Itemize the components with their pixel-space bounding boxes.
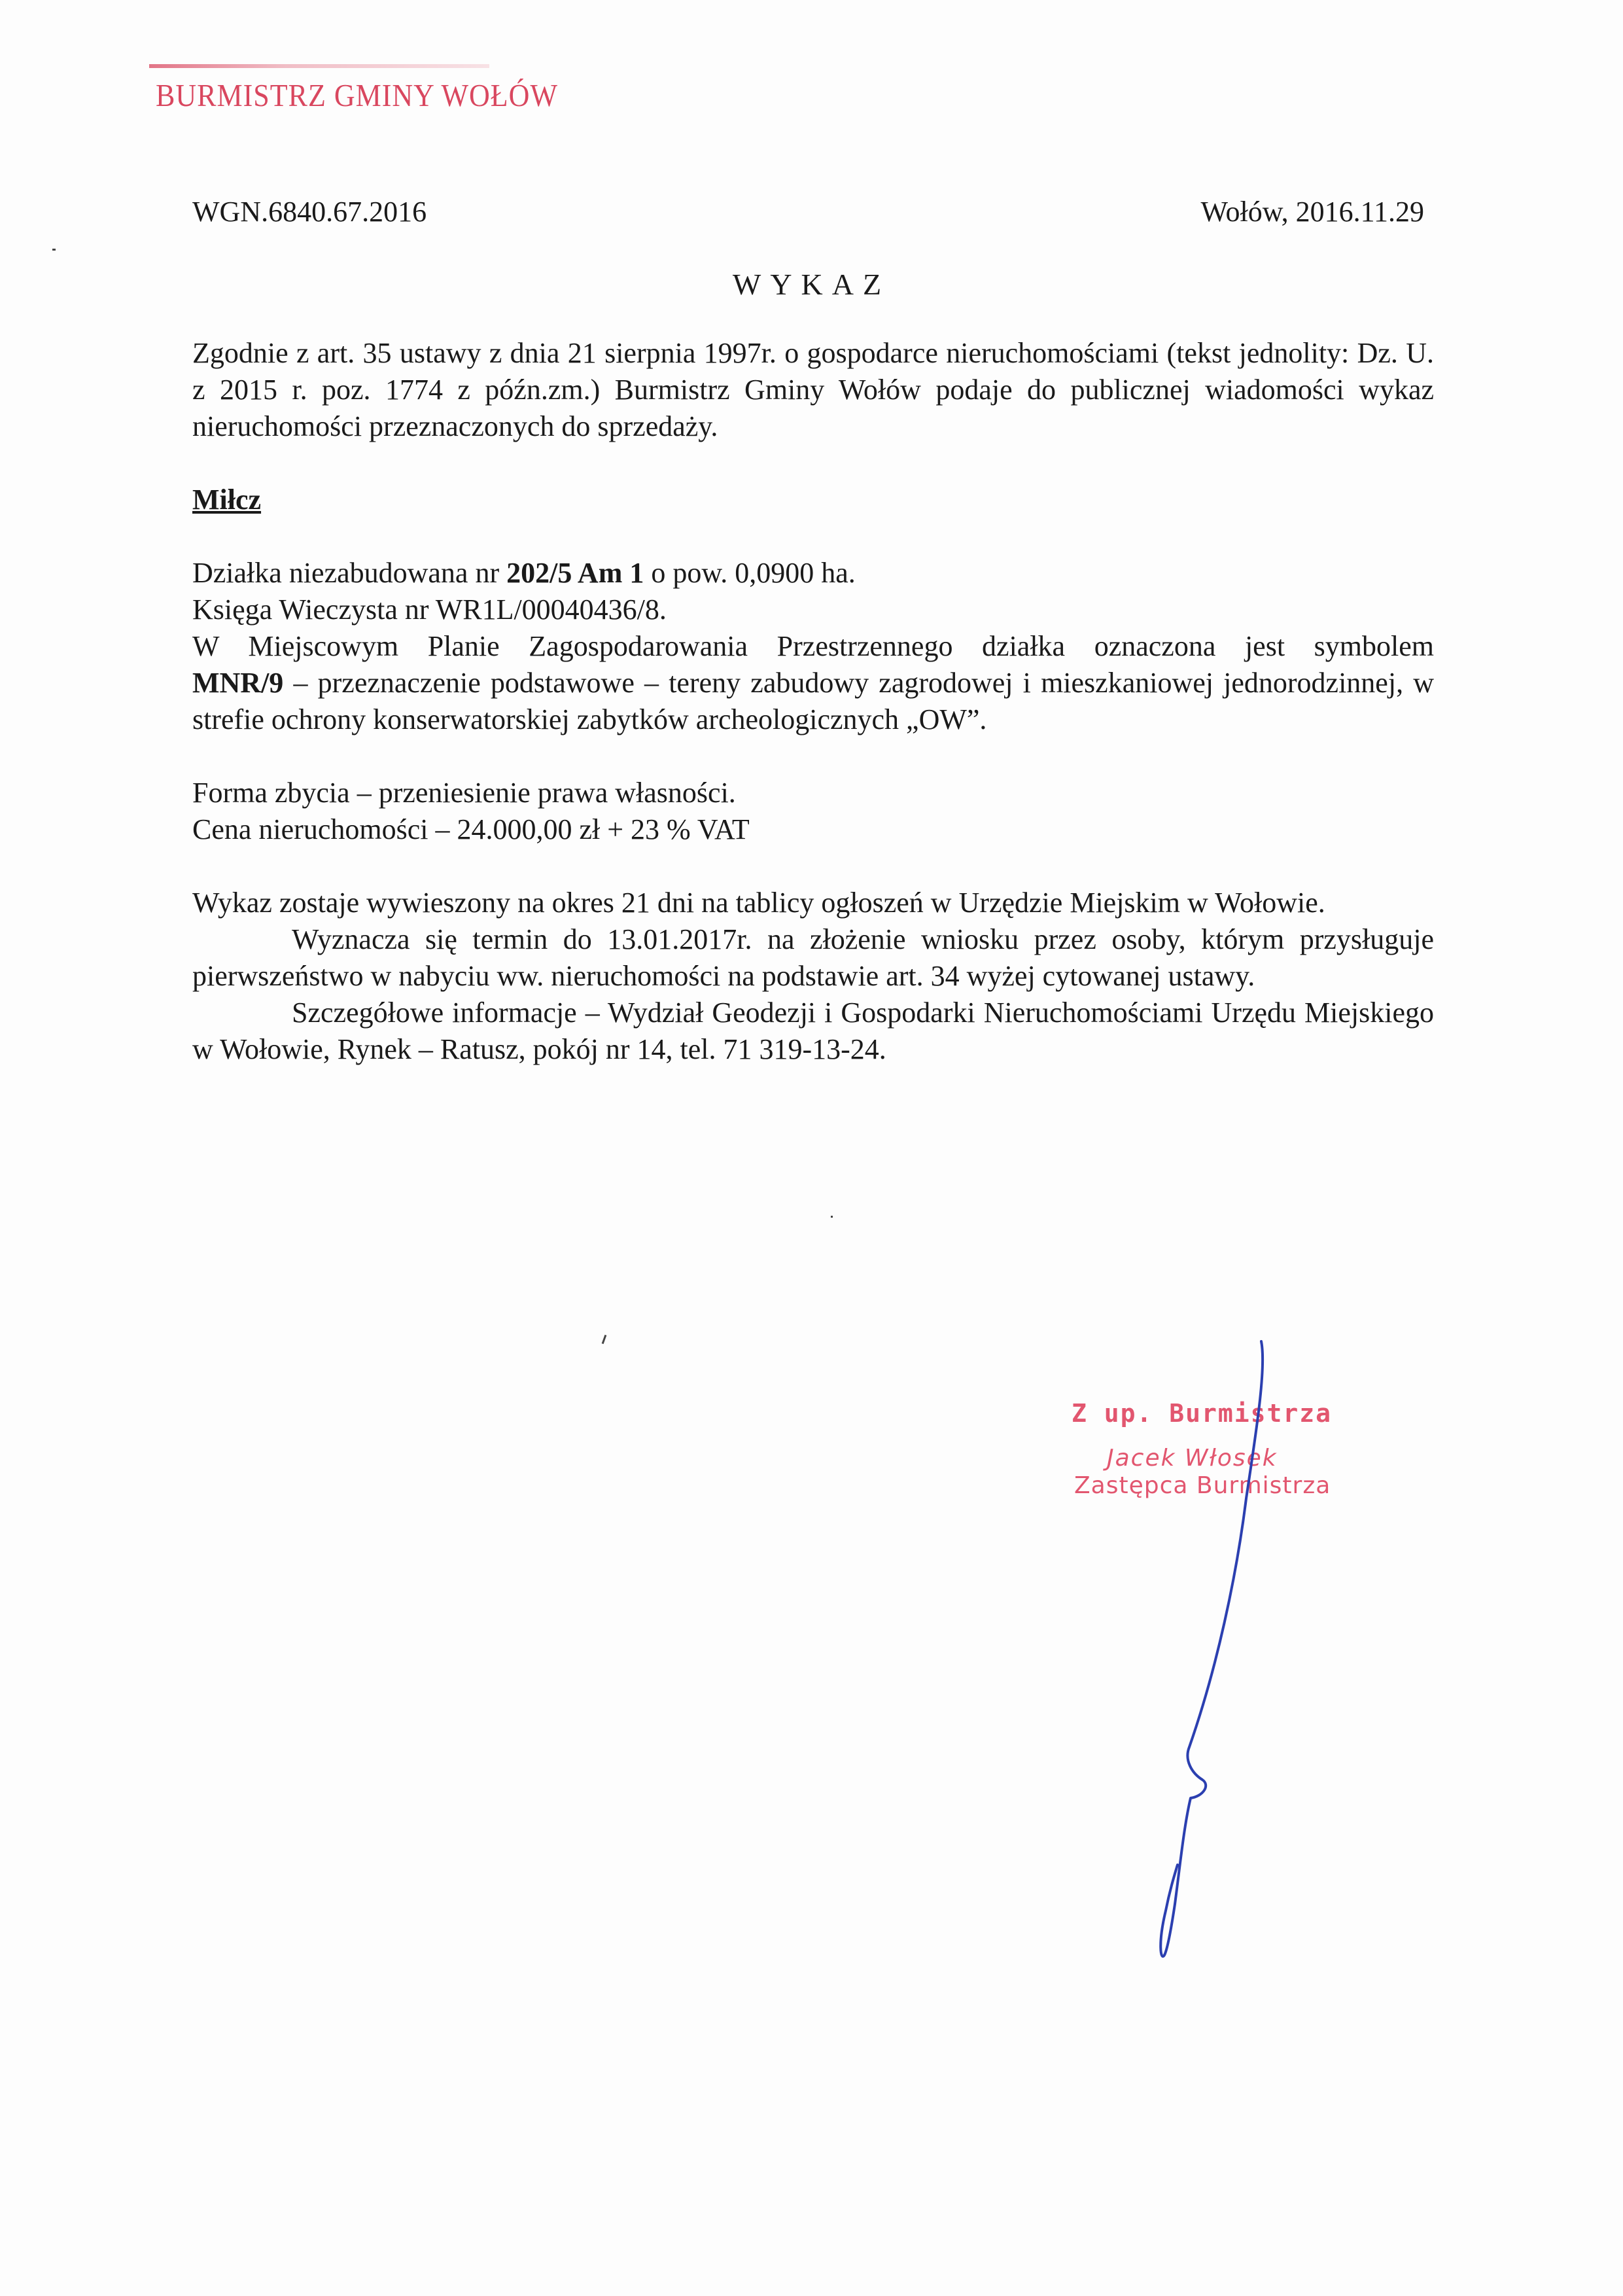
stamp-header-line bbox=[149, 64, 489, 68]
deadline-paragraph: Wyznacza się termin do 13.01.2017r. na złożenie wniosku przez osoby, którym przysługuje pierwszeństwo w nabyciu ww. nieruchomości na podstawie art. 34 wyżej cytowanej ustawy. bbox=[192, 923, 1434, 992]
signature-stamp-name: Jacek Włosek bbox=[1107, 1445, 1278, 1472]
plan-symbol-paragraph bbox=[192, 665, 1434, 738]
scan-speck bbox=[831, 1216, 833, 1218]
intro-paragraph: Zgodnie z art. 35 ustawy z dnia 21 sierpnia 1997r. o gospodarce nieruchomościami (tekst jednolity: Dz. U. z 2015 r. poz. 1774 z późn.zm.) Burmistrz Gminy Wołów podaje do publicznej wiadomości wykaz nieruchomości przeznaczonych do sprzedaży. bbox=[192, 337, 1434, 442]
document-title: WYKAZ bbox=[732, 268, 891, 301]
signature-stamp-line1: Z up. Burmistrza bbox=[1072, 1399, 1333, 1428]
location-heading: Miłcz bbox=[192, 484, 262, 516]
place-date: Wołów, 2016.11.29 bbox=[1200, 196, 1424, 228]
land-register: Księga Wieczysta nr WR1L/00040436/8. bbox=[192, 593, 667, 626]
scan-speck bbox=[602, 1335, 607, 1344]
plan-symbol-description: – przeznaczenie podstawowe – tereny zabudowy zagrodowej i mieszkaniowej jednorodzinnej, w strefie ochrony konserwatorskiej zabytków archeologicznych „OW”. bbox=[192, 667, 1434, 735]
sale-form: Forma zbycia – przeniesienie prawa własności. bbox=[192, 777, 736, 809]
plot-line-post: o pow. 0,0900 ha. bbox=[644, 557, 856, 589]
signature-stroke bbox=[1161, 1341, 1263, 1956]
signature-stamp-role: Zastępca Burmistrza bbox=[1074, 1472, 1331, 1499]
handwritten-signature bbox=[1112, 1328, 1282, 1969]
plan-line: W Miejscowym Planie Zagospodarowania Przestrzennego działka oznaczona jest symbolem bbox=[192, 630, 1434, 662]
document-body bbox=[192, 335, 1434, 1068]
reference-number: WGN.6840.67.2016 bbox=[192, 196, 427, 228]
sale-price: Cena nieruchomości – 24.000,00 zł + 23 % VAT bbox=[192, 813, 750, 845]
issuer-stamp: BURMISTRZ GMINY WOŁÓW bbox=[156, 78, 558, 113]
plot-line-pre: Działka niezabudowana nr bbox=[192, 557, 507, 589]
scan-speck bbox=[52, 249, 56, 251]
plot-line bbox=[192, 555, 1434, 592]
plot-number: 202/5 Am 1 bbox=[506, 557, 644, 589]
posting-paragraph: Wykaz zostaje wywieszony na okres 21 dni na tablicy ogłoszeń w Urzędzie Miejskim w Wołowie. bbox=[192, 887, 1325, 919]
info-paragraph: Szczegółowe informacje – Wydział Geodezji i Gospodarki Nieruchomościami Urzędu Miejskiego w Wołowie, Rynek – Ratusz, pokój nr 14, tel. 71 319-13-24. bbox=[192, 997, 1434, 1065]
plan-symbol: MNR/9 bbox=[192, 667, 284, 699]
